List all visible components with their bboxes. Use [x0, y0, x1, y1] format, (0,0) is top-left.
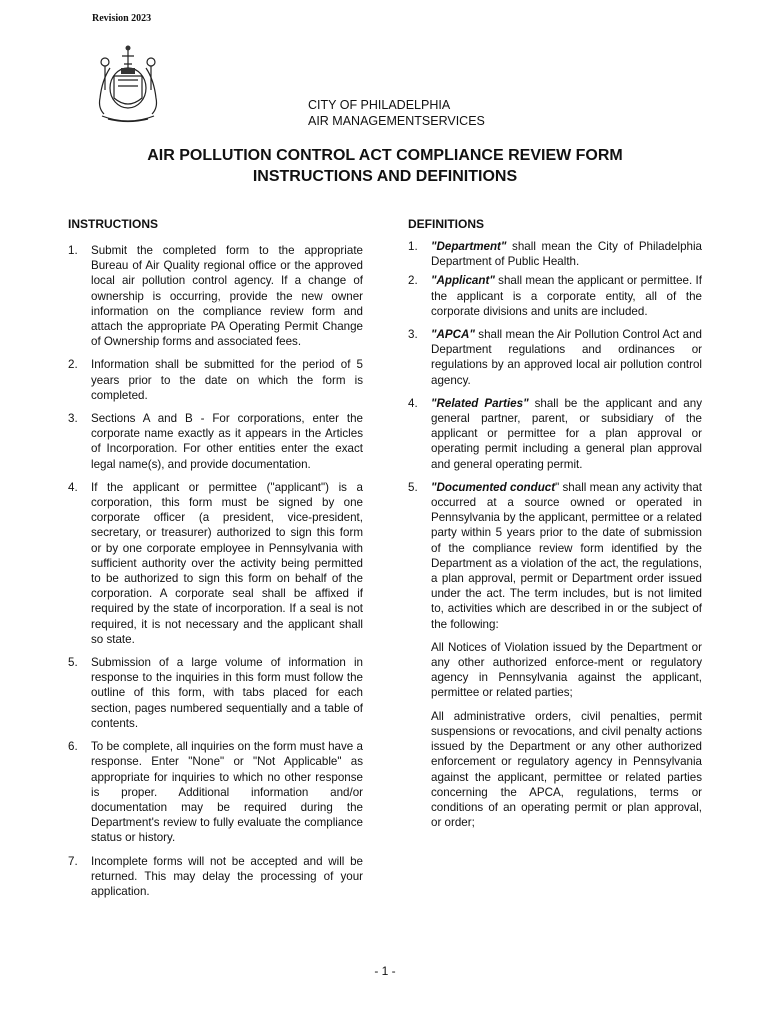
definition-term: "Documented conduct: [431, 480, 556, 494]
definition-item: [408, 327, 702, 388]
org-department: AIR MANAGEMENTSERVICES: [308, 114, 485, 128]
item-number: 7.: [68, 854, 78, 868]
definition-term: "Related Parties": [431, 396, 529, 410]
instruction-item: [68, 480, 363, 647]
page-number: - 1 -: [374, 964, 396, 978]
definition-text: shall mean the Air Pollution Control Act and Department regulations and ordinances or regulations by an approved local air pollution control agency.: [431, 328, 702, 387]
instruction-item: [68, 739, 363, 845]
definition-text: shall mean the City of Philadelphia Department of Public Health.: [431, 240, 702, 269]
definition-subparagraph: All Notices of Violation issued by the Department or any other authorized enforce-ment or regulatory agency in Pennsylvania against the applicant, permittee or related parties;: [431, 640, 702, 700]
definition-term: "Applicant": [431, 274, 495, 288]
definition-item: [408, 273, 702, 319]
definition-subparagraph: All administrative orders, civil penalties, permit suspensions or revocations, and civil penalty actions issued by the Department or any other authorized enforcement or regulatory agency in Pennsylvania against the applicant, permittee or related parties concerning the APCA, regulations, terms or conditions of an operating permit or plan approval, or order;: [431, 709, 702, 830]
item-text: Submission of a large volume of information in response to the inquiries in this form must follow the outline of this form, with tabs placed for each section, pages numbered sequentially and a table of contents.: [91, 656, 363, 730]
definition-item: [408, 239, 702, 269]
instruction-item: [68, 411, 363, 472]
item-number: 3.: [408, 328, 418, 342]
definition-item: [408, 396, 702, 472]
instruction-item: [68, 854, 363, 900]
item-number: 5.: [408, 480, 418, 494]
item-text: To be complete, all inquiries on the form must have a response. Enter "None" or "Not Applicable" as appropriate for inquiries to which no other response is proper. Additional information and/or documentation may be required during the Department's review to fully evaluate the compliance status or history.: [91, 740, 363, 845]
definition-term: "APCA": [431, 328, 475, 342]
page-title: [0, 145, 770, 187]
item-number: 1.: [408, 240, 418, 253]
instructions-heading: INSTRUCTIONS: [68, 217, 158, 231]
definition-text: shall mean the applicant or permittee. If the applicant is a corporate entity, all of the corporate divisions and units are included.: [431, 274, 702, 318]
instruction-item: [68, 655, 363, 731]
item-number: 6.: [68, 740, 78, 754]
definitions-heading: DEFINITIONS: [408, 217, 485, 231]
definition-text: shall be the applicant and any general partner, parent, or subsidiary of the applicant or permittee for a plan approval or operating permit including a general plan approval and general operating permit.: [431, 396, 703, 471]
item-number: 4.: [408, 396, 418, 410]
definition-term: "Department": [431, 240, 507, 253]
item-number: 2.: [68, 358, 78, 372]
definitions-column: [408, 217, 702, 830]
item-text: Information shall be submitted for the period of 5 years prior to the date on which the form is completed.: [91, 358, 363, 402]
item-number: 3.: [68, 412, 78, 426]
definition-item: [408, 480, 702, 632]
instruction-item: [68, 243, 363, 349]
item-number: 1.: [68, 244, 78, 257]
definition-text: " shall mean any activity that occurred at a source owned or operated in Pennsylvania by the applicant, permittee or a related party within 5 years prior to the date of submission of the compliance review form identified by the Department as a violation of the act, the regulations, a plan approval, permit or Department order issued under the act. The term includes, but is not limited to, activities which are described in or the subject of the following:: [431, 480, 702, 631]
instruction-item: [68, 357, 363, 403]
item-text: Submit the completed form to the appropriate Bureau of Air Quality regional office or the approved local air pollution control agency. If a change of ownership is occurring, provide the new owner information on the compliance review form and attach the appropriate PA Operating Permit Change of Ownership forms and associated fees.: [91, 244, 363, 349]
item-text: Incomplete forms will not be accepted and will be returned. This may delay the processing of your application.: [91, 854, 363, 898]
instructions-column: [68, 217, 363, 899]
org-city: CITY OF PHILADELPHIA: [308, 98, 451, 112]
item-text: If the applicant or permittee ("applicant") is a corporation, this form must be signed by one corporate officer (a president, vice-president, secretary, or treasurer) authorized to sign this form or by one corporate employee in Pennsylvania with sufficient authority over the activity being permitted to be authorized to sign this form on behalf of the corporation. A corporate seal shall be affixed if required by the state of incorporation. If a seal is not required, it is not necessary and the applicant shall so state.: [91, 480, 363, 646]
item-number: 4.: [68, 480, 78, 494]
title-line-2: INSTRUCTIONS AND DEFINITIONS: [252, 168, 518, 185]
item-number: 2.: [408, 274, 418, 288]
org-block: [308, 97, 485, 129]
revision-label: Revision 2023: [92, 13, 152, 24]
item-text: Sections A and B - For corporations, enter the corporate name exactly as it appears in the Articles of Incorporation. For other entities enter the exact legal name(s), and provide documentation.: [91, 412, 363, 471]
city-seal-icon: [88, 40, 168, 124]
title-line-1: AIR POLLUTION CONTROL ACT COMPLIANCE REVIEW FORM: [147, 147, 623, 164]
item-number: 5.: [68, 656, 78, 670]
